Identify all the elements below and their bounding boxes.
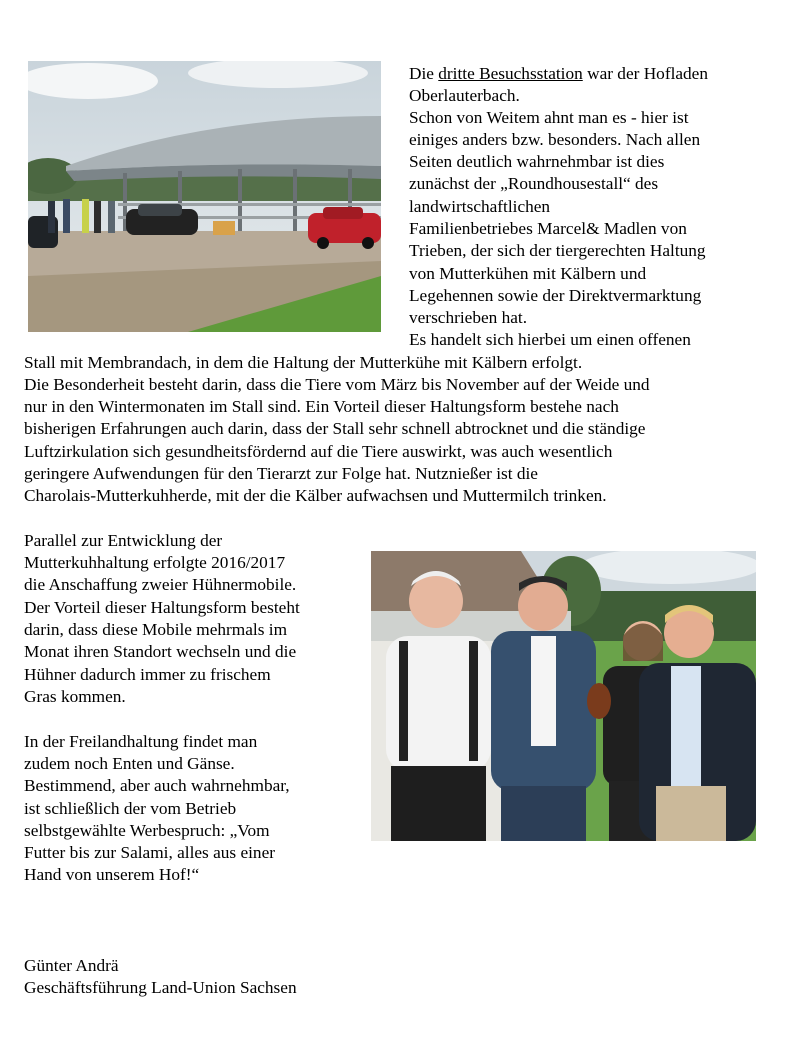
body-line-6: geringere Aufwendungen für den Tierarzt zur Folge hat. Nutznießer ist die <box>24 464 538 483</box>
intro-line-13: Es handelt sich hierbei um einen offenen <box>409 330 691 349</box>
author-name: Günter Andrä <box>24 956 119 975</box>
intro-line-12: verschrieben hat. <box>409 308 528 327</box>
free-line-3: Bestimmend, aber auch wahrnehmbar, <box>24 776 290 795</box>
body-line-5: Luftzirkulation sich gesundheitsfördernd auf die Tiere auswirkt, was auch wesentlich <box>24 442 613 461</box>
mobile-line-7: Hühner dadurch immer zu frischem <box>24 665 271 684</box>
body-line-1: Stall mit Membrandach, in dem die Haltung der Mutterkühe mit Kälbern erfolgt. <box>24 353 583 372</box>
group-photo <box>371 551 756 841</box>
intro-line-7: landwirtschaftlichen <box>409 197 551 216</box>
mobile-line-8: Gras kommen. <box>24 687 126 706</box>
intro-line-2: Oberlauterbach. <box>409 86 520 105</box>
free-line-1: In der Freilandhaltung findet man <box>24 732 258 751</box>
body-line-3: nur in den Wintermonaten im Stall sind. Ein Vorteil dieser Haltungsform bestehe nach <box>24 397 619 416</box>
author-role: Geschäftsführung Land-Union Sachsen <box>24 978 297 997</box>
intro-line-1 <box>409 63 708 85</box>
mobile-line-5: darin, dass diese Mobile mehrmals im <box>24 620 288 639</box>
free-line-7: Hand von unserem Hof!“ <box>24 865 200 884</box>
station-link[interactable]: dritte Besuchsstation <box>438 64 583 83</box>
intro-line-11: Legehennen sowie der Direktvermarktung <box>409 286 702 305</box>
free-line-5: selbstgewählte Werbespruch: „Vom <box>24 821 270 840</box>
body-line-4: bisherigen Erfahrungen auch darin, dass der Stall sehr schnell abtrocknet und die ständige <box>24 419 646 438</box>
mobile-line-6: Monat ihren Standort wechseln und die <box>24 642 297 661</box>
intro-line-10: von Mutterkühen mit Kälbern und <box>409 264 647 283</box>
free-line-6: Futter bis zur Salami, alles aus einer <box>24 843 275 862</box>
intro-line-8: Familienbetriebes Marcel& Madlen von <box>409 219 687 238</box>
intro-line-3: Schon von Weitem ahnt man es - hier ist <box>409 108 689 127</box>
free-line-4: ist schließlich der vom Betrieb <box>24 799 237 818</box>
free-line-2: zudem noch Enten und Gänse. <box>24 754 235 773</box>
intro-text: war der Hofladen <box>582 64 708 83</box>
intro-line-6: zunächst der „Roundhousestall“ des <box>409 174 659 193</box>
intro-text: Die <box>409 64 439 83</box>
mobile-line-1: Parallel zur Entwicklung der <box>24 531 223 550</box>
body-line-7: Charolais-Mutterkuhherde, mit der die Kälber aufwachsen und Muttermilch trinken. <box>24 486 607 505</box>
roundhouse-stable-photo <box>28 61 381 332</box>
mobile-line-3: die Anschaffung zweier Hühnermobile. <box>24 575 297 594</box>
mobile-line-4: Der Vorteil dieser Haltungsform besteht <box>24 598 300 617</box>
intro-line-9: Trieben, der sich der tiergerechten Haltung <box>409 241 706 260</box>
intro-line-5: Seiten deutlich wahrnehmbar ist dies <box>409 152 665 171</box>
mobile-line-2: Mutterkuhhaltung erfolgte 2016/2017 <box>24 553 286 572</box>
intro-line-4: einiges anders bzw. besonders. Nach allen <box>409 130 701 149</box>
body-line-2: Die Besonderheit besteht darin, dass die Tiere vom März bis November auf der Weide und <box>24 375 650 394</box>
